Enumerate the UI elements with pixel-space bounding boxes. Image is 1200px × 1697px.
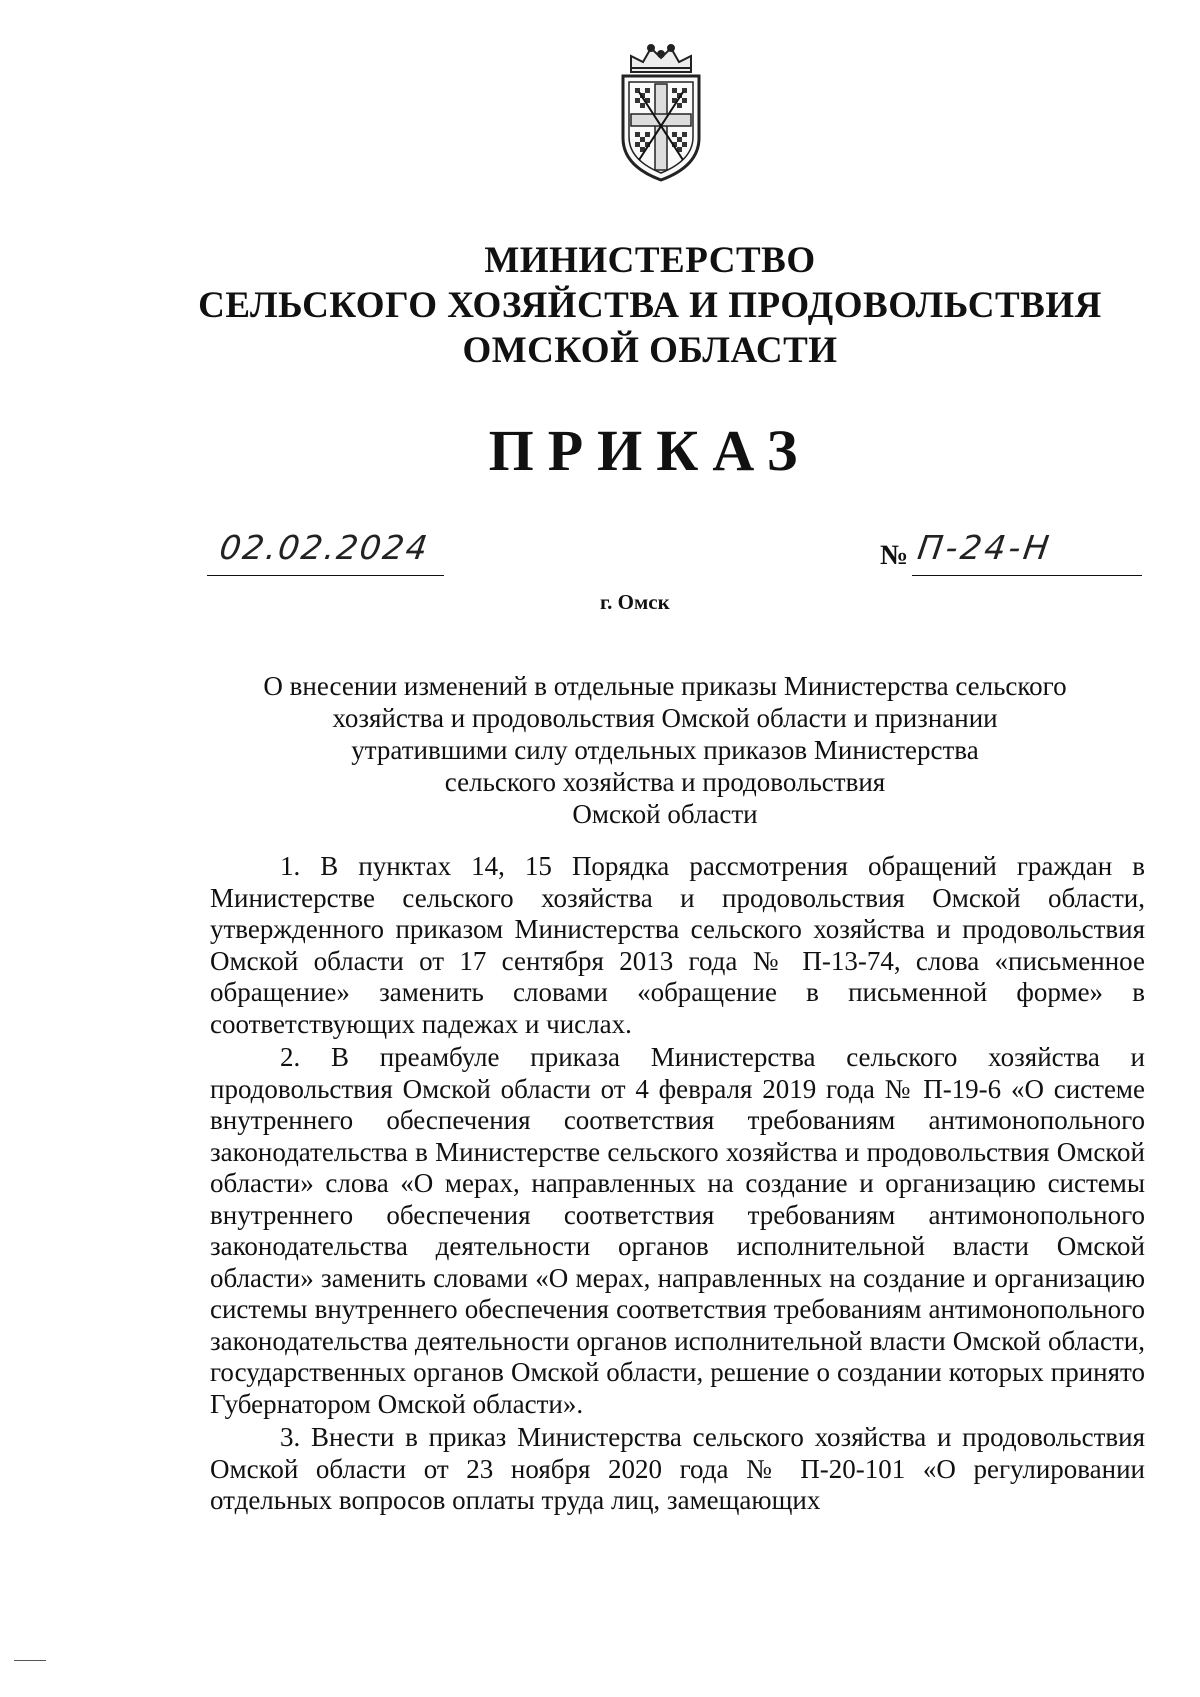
ministry-name: [150, 238, 1150, 373]
document-body: [210, 851, 1145, 1519]
title-line-1: О внесении изменений в отдельные приказы Министерства сельского: [263, 671, 1067, 701]
document-title: [200, 670, 1130, 830]
title-line-3: утратившими силу отдельных приказов Министерства: [351, 735, 979, 765]
city-label: г. Омск: [600, 590, 670, 614]
paragraph-3: 3. Внести в приказ Министерства сельского хозяйства и продовольствия Омской области от 23 ноября 2020 года № П-20-101 «О регулировании отдельных вопросов оплаты труда лиц, замещающих: [210, 1422, 1145, 1515]
title-line-4: сельского хозяйства и продовольствия: [444, 767, 886, 797]
document-date: 02.02.2024: [217, 528, 432, 567]
document-number: П-24-Н: [915, 528, 1055, 567]
title-line-2: хозяйства и продовольствия Омской области и признании: [332, 703, 998, 733]
title-line-5: Омской области: [572, 799, 758, 829]
paragraph-1: 1. В пунктах 14, 15 Порядка рассмотрения обращений граждан в Министерстве сельского хозяйства и продовольствия Омской области, утвержденного приказом Министерства сельского хозяйства и продовольствия Омской области от 17 сентября 2013 года № П-13-74, слова «письменное обращение» заменить словами «обращение в письменной форме» в соответствующих падежах и числах.: [210, 851, 1145, 1039]
coat-of-arms-emblem: [609, 42, 713, 184]
number-sign: №: [880, 540, 909, 571]
ministry-line-2: СЕЛЬСКОГО ХОЗЯЙСТВА И ПРОДОВОЛЬСТВИЯ: [198, 285, 1102, 326]
scan-edge-mark: [14, 1660, 46, 1661]
paragraph-2: 2. В преамбуле приказа Министерства сельского хозяйства и продовольствия Омской области от 4 февраля 2019 года № П-19-6 «О системе внутреннего обеспечения соответствия требованиям антимонопольного законодательства в Министерстве сельского хозяйства и продовольствия Омской области» слова «О мерах, направленных на создание и организацию системы внутреннего обеспечения соответствия требованиям антимонопольного законодательства деятельности органов исполнительной власти Омской области» заменить словами «О мерах, направленных на создание и организацию системы внутреннего обеспечения соответствия требованиям антимонопольного законодательства деятельности органов исполнительной власти Омской области, государственных органов Омской области, решение о создании которых принято Губернатором Омской области».: [210, 1042, 1145, 1419]
ministry-line-3: ОМСКОЙ ОБЛАСТИ: [462, 330, 838, 371]
ministry-line-1: МИНИСТЕРСТВО: [484, 240, 816, 281]
document-type-heading: ПРИКАЗ: [488, 418, 812, 483]
